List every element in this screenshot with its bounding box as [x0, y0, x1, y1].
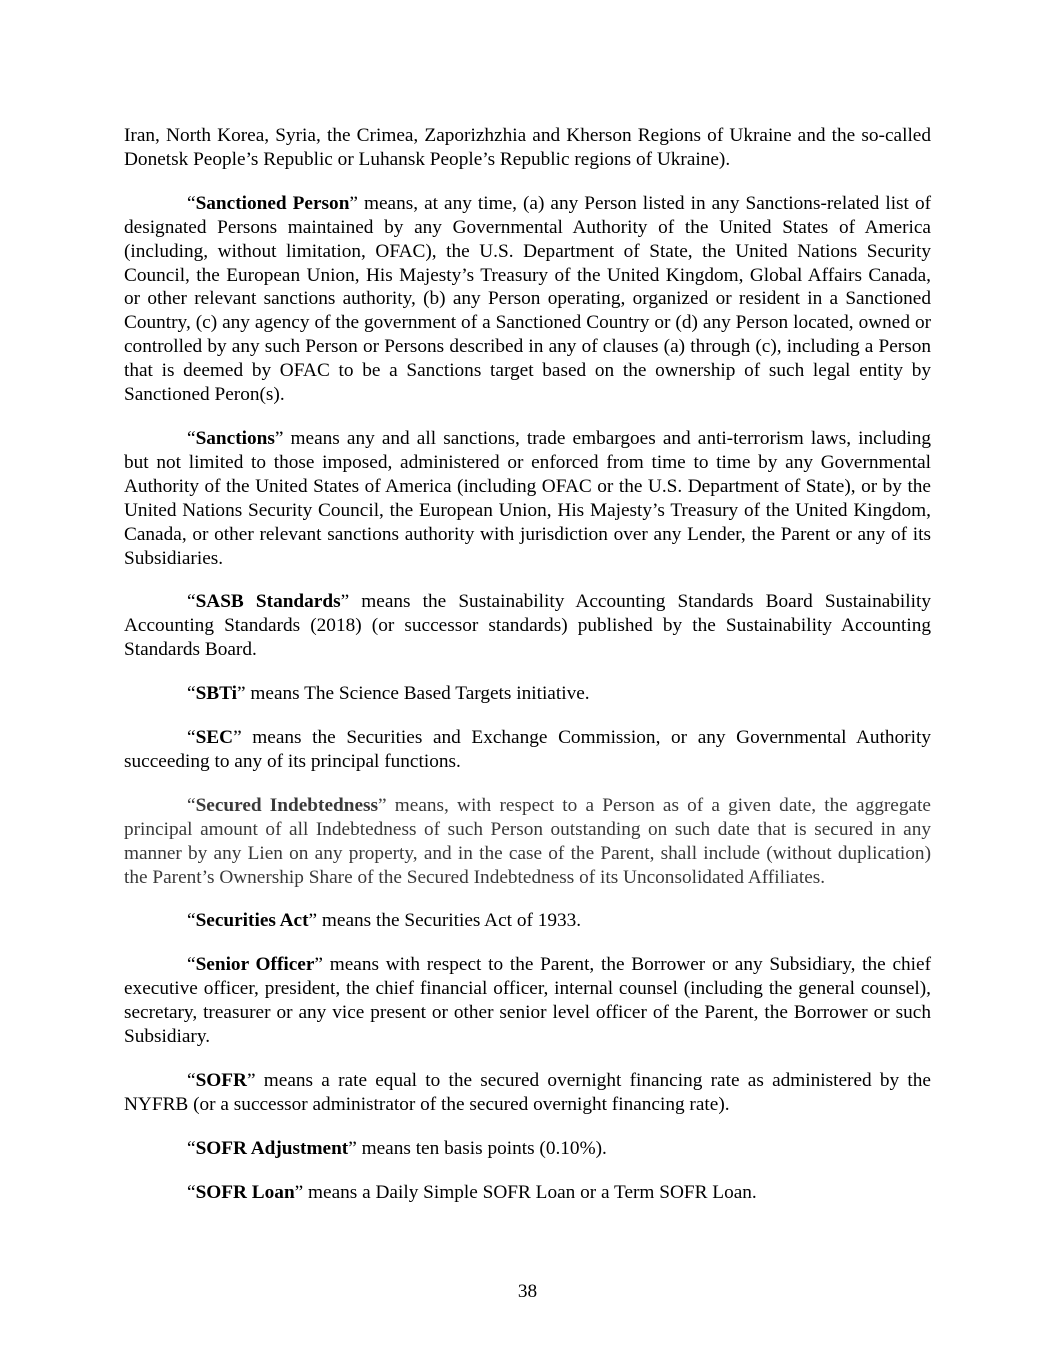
definition-sofr [124, 1069, 931, 1117]
definition-text: means any and all sanctions, trade embargoes and anti-terrorism laws, including but not limited to those imposed, administered or enforced from time to time by any Governmental Authority of the United States of America (including OFAC or the U.S. Department of State), or by the United Nations Security Council, the European Union, His Majesty’s Treasury of the United Kingdom, Canada, or other relevant sanctions authority with jurisdiction over any Lender, the Parent or any of its Subsidiaries. [124, 427, 931, 569]
document-page [124, 124, 931, 1225]
open-quote: “ [187, 727, 196, 749]
open-quote: “ [187, 1137, 196, 1159]
definition-text: means the Securities and Exchange Commission, or any Governmental Authority succeeding to any of its principal functions. [124, 727, 931, 772]
open-quote: “ [187, 954, 196, 976]
open-quote: “ [187, 1070, 196, 1091]
page-number: 38 [517, 1281, 538, 1302]
open-quote: “ [187, 192, 196, 214]
definition-text: means the Sustainability Accounting Standards Board Sustainability Accounting Standards (2018) (or successor standards) published by the Sustainability Accounting Standards Board. [124, 591, 931, 661]
definition-text: means with respect to the Parent, the Borrower or any Subsidiary, the chief executive officer, president, the chief financial officer, internal counsel (including the general counsel), secretary, treasurer or any vice present or other senior level officer of the Parent, the Borrower or such Subsidiary. [124, 954, 931, 1048]
definition-text: means the Securities Act of 1933. [317, 910, 582, 932]
definition-sofr-adjustment [124, 1137, 931, 1161]
definition-text: means a rate equal to the secured overnight financing rate as administered by the NYFRB (or a successor administrator of the secured overnight financing rate). [124, 1070, 931, 1115]
close-quote: ” [274, 427, 284, 449]
definition-text: means a Daily Simple SOFR Loan or a Term SOFR Loan. [303, 1181, 757, 1203]
close-quote: ” [340, 591, 350, 613]
open-quote: “ [187, 794, 196, 816]
definition-sofr-loan [124, 1181, 931, 1205]
defined-term: SBTi [195, 683, 238, 705]
close-quote: ” [233, 727, 242, 749]
definition-sasb-standards [124, 590, 931, 662]
definition-sanctioned-person [124, 192, 931, 407]
defined-term: SEC [195, 727, 234, 749]
open-quote: “ [187, 591, 196, 613]
open-quote: “ [187, 427, 196, 449]
close-quote: ” [378, 794, 387, 816]
close-quote: ” [247, 1070, 256, 1091]
definition-sbti [124, 682, 931, 706]
defined-term: Secured Indebtedness [195, 794, 379, 816]
definition-text: means ten basis points (0.10%). [356, 1137, 607, 1159]
open-quote: “ [187, 683, 196, 705]
defined-term: Senior Officer [195, 954, 315, 976]
definition-text: means The Science Based Targets initiative. [245, 683, 590, 705]
defined-term: Securities Act [195, 910, 309, 932]
close-quote: ” [348, 1137, 357, 1159]
close-quote: ” [294, 1181, 304, 1203]
definition-secured-indebtedness [124, 794, 931, 890]
continuation-paragraph: Iran, North Korea, Syria, the Crimea, Zaporizhzhia and Kherson Regions of Ukraine and the so-called Donetsk People’s Republic or Luhansk People’s Republic regions of Ukraine). [124, 125, 931, 170]
defined-term: SOFR Adjustment [195, 1137, 349, 1159]
definition-text: means, at any time, (a) any Person listed in any Sanctions-related list of designated Persons maintained by any Governmental Authority of the United States of America (including, without limitation, OFAC), the U.S. Department of State, the United Nations Security Council, the European Union, His Majesty’s Treasury of the United Kingdom, Global Affairs Canada, or other relevant sanctions authority, (b) any Person operating, organized or resident in a Sanctioned Country, (c) any agency of the government of a Sanctioned Country or (d) any Person located, owned or controlled by any such Person or Persons described in any of clauses (a) through (c), including a Person that is deemed by OFAC to be a Sanctions target based on the ownership of such legal entity by Sanctioned Peron(s). [124, 192, 932, 406]
defined-term: Sanctions [195, 427, 275, 449]
close-quote: ” [237, 683, 246, 705]
defined-term: SOFR [195, 1070, 247, 1091]
defined-term: SOFR Loan [195, 1181, 295, 1203]
open-quote: “ [187, 1181, 196, 1203]
definition-text: means, with respect to a Person as of a given date, the aggregate principal amount of all Indebtedness of such Person outstanding on such date that is secured in any manner by any Lien on any property, and in the case of the Parent, shall include (without duplication) the Parent’s Ownership Share of the Secured Indebtedness of its Unconsolidated Affiliates. [124, 794, 931, 888]
definition-sanctions [124, 427, 931, 570]
close-quote: ” [314, 954, 323, 976]
definition-sec [124, 726, 931, 774]
open-quote: “ [187, 910, 196, 932]
defined-term: SASB Standards [195, 591, 341, 613]
definition-securities-act [124, 909, 931, 933]
defined-term: Sanctioned Person [195, 192, 350, 214]
close-quote: ” [308, 910, 318, 932]
close-quote: ” [349, 192, 358, 214]
definition-senior-officer [124, 953, 931, 1049]
